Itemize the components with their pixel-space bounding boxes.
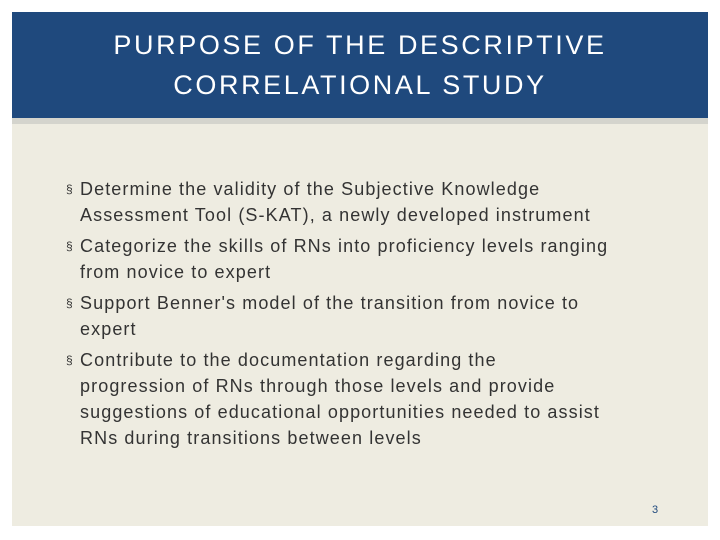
- bullet-item-documentation: [66, 347, 696, 451]
- bullet-marker-icon: §: [66, 353, 74, 367]
- bullet-item-categorize: [66, 233, 696, 285]
- page-number: 3: [651, 504, 659, 516]
- slide-title-line-1: PURPOSE OF THE DESCRIPTIVE: [113, 30, 607, 60]
- bullet-item-validity: [66, 176, 696, 228]
- bullet-list: [66, 176, 696, 456]
- bullet-text-line: Contribute to the documentation regarding the: [80, 350, 497, 370]
- bullet-text-line: expert: [80, 319, 137, 339]
- bullet-text-line: RNs during transitions between levels: [80, 428, 422, 448]
- slide-title-line-2: CORRELATIONAL STUDY: [173, 70, 547, 100]
- bullet-text-line: progression of RNs through those levels and provide: [80, 376, 556, 396]
- bullet-marker-icon: §: [66, 296, 74, 310]
- bullet-item-benner: [66, 290, 696, 342]
- bullet-text-line: from novice to expert: [80, 262, 272, 282]
- bullet-text-line: Determine the validity of the Subjective Knowledge: [80, 179, 541, 199]
- bullet-marker-icon: §: [66, 182, 74, 196]
- bullet-text-line: suggestions of educational opportunities needed to assist: [80, 402, 601, 422]
- bullet-text-line: Assessment Tool (S-KAT), a newly developed instrument: [80, 205, 591, 225]
- slide-title-banner: [12, 12, 708, 118]
- bullet-text-line: Categorize the skills of RNs into proficiency levels ranging: [80, 236, 609, 256]
- bullet-marker-icon: §: [66, 239, 74, 253]
- bullet-text-line: Support Benner's model of the transition from novice to: [80, 293, 580, 313]
